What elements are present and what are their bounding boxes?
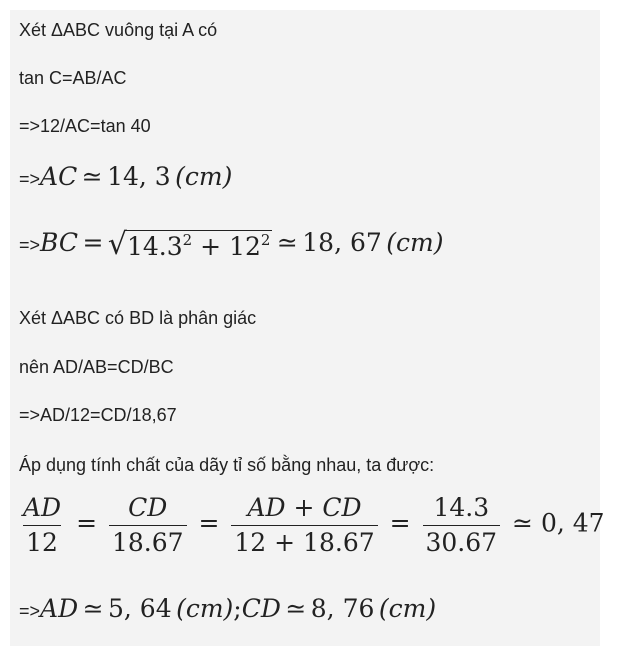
equals-symbol: = — [76, 508, 98, 538]
square-root — [107, 227, 273, 262]
answer-card — [10, 10, 605, 646]
cd-value: 8, 76 — [310, 594, 375, 623]
line-tan-c: tan C=AB/AC — [19, 68, 127, 88]
var-bc: BC — [40, 228, 78, 257]
arrow-prefix: => — [19, 601, 41, 621]
cd-unit: (cm) — [378, 594, 437, 623]
var-cd: CD — [241, 594, 281, 623]
fraction-sum — [231, 494, 377, 556]
radicand-b: 12 — [229, 231, 261, 261]
ac-value: 14, 3 — [107, 162, 171, 191]
separator: ; — [233, 594, 242, 623]
fraction-numerator: AD + CD — [247, 493, 362, 522]
bc-value: 18, 67 — [302, 228, 382, 257]
line-12-over-ac: =>12/AC=tan 40 — [19, 116, 151, 136]
exponent-b: 2 — [260, 230, 271, 249]
arrow-prefix: => — [19, 169, 41, 189]
radicand — [125, 230, 272, 261]
equals-symbol: = — [82, 228, 104, 257]
fraction-ad-12 — [20, 494, 64, 556]
fraction-denominator: 12 + 18.67 — [231, 525, 377, 557]
line-bc-result — [19, 228, 443, 260]
radical-icon: √ — [107, 227, 127, 262]
equals-symbol: = — [389, 508, 411, 538]
line-bisector: Xét ΔABC có BD là phân giác — [19, 308, 257, 328]
fraction-cd-1867 — [109, 494, 187, 556]
fraction-denominator: 12 — [23, 525, 61, 557]
line-ac-result — [19, 162, 232, 191]
approx-symbol: ≃ — [276, 228, 298, 257]
ad-unit: (cm) — [176, 594, 234, 623]
ac-unit: (cm) — [175, 162, 233, 191]
line-property: Áp dụng tính chất của dãy tỉ số bằng nhau, ta được: — [19, 455, 435, 475]
fraction-numerator: 14.3 — [433, 493, 490, 522]
plus-symbol: + — [200, 231, 222, 261]
var-ad: AD — [40, 594, 79, 623]
ratio-value: 0, 47 — [540, 508, 605, 538]
arrow-prefix: => — [19, 235, 41, 255]
line-final-result — [19, 594, 436, 623]
fraction-denominator: 30.67 — [423, 525, 501, 557]
ad-value: 5, 64 — [108, 594, 172, 623]
fraction-denominator: 18.67 — [109, 525, 187, 557]
line-fraction-chain — [16, 494, 605, 556]
approx-symbol: ≃ — [512, 508, 533, 538]
fraction-numeric — [423, 494, 501, 556]
approx-symbol: ≃ — [285, 594, 307, 623]
fraction-numerator: AD — [23, 493, 62, 522]
var-ac: AC — [40, 162, 78, 191]
line-ratio-values: =>AD/12=CD/18,67 — [19, 405, 177, 425]
equals-symbol: = — [198, 508, 220, 538]
line-triangle-right: Xét ΔABC vuông tại A có — [19, 20, 218, 40]
fraction-numerator: CD — [128, 493, 168, 522]
line-ratio: nên AD/AB=CD/BC — [19, 357, 174, 377]
approx-symbol: ≃ — [81, 162, 103, 191]
approx-symbol: ≃ — [82, 594, 104, 623]
radicand-a: 14.3 — [126, 231, 183, 261]
exponent-a: 2 — [182, 230, 193, 249]
bc-unit: (cm) — [386, 228, 444, 257]
